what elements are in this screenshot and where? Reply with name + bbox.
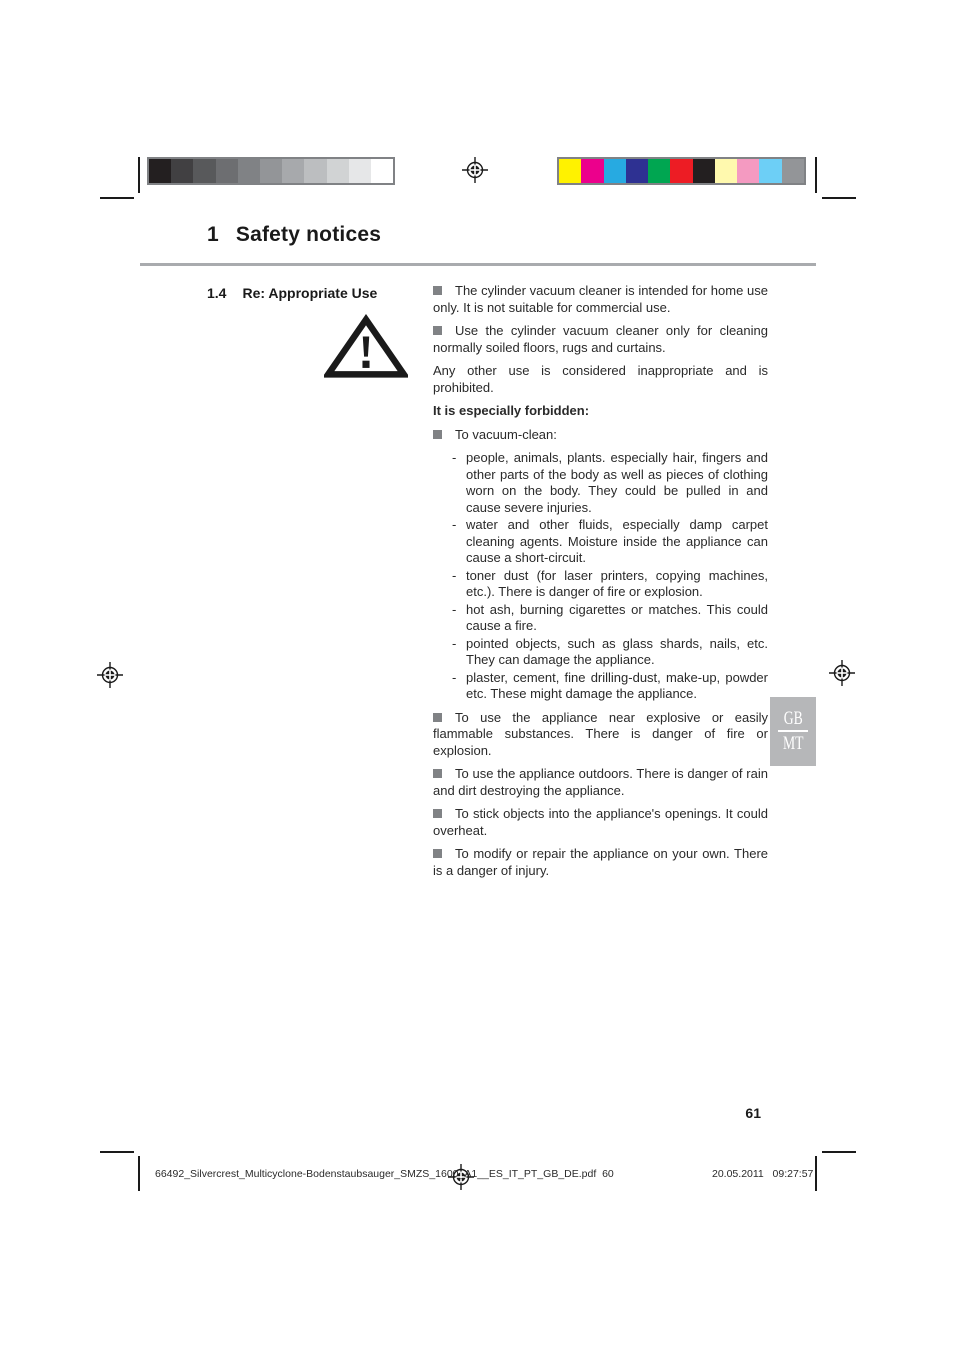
chapter-number: 1 bbox=[207, 223, 219, 246]
bullet-paragraph bbox=[433, 710, 768, 760]
section-heading bbox=[207, 285, 377, 301]
registration-mark-icon bbox=[97, 662, 123, 688]
grayscale-swatch bbox=[216, 159, 238, 183]
dash-marker: - bbox=[452, 567, 457, 583]
crop-mark-top-right-vertical bbox=[815, 157, 817, 193]
grayscale-swatch bbox=[238, 159, 260, 183]
language-tab-top-label: GB bbox=[783, 708, 803, 729]
dash-marker: - bbox=[452, 450, 457, 465]
list-item bbox=[433, 517, 768, 567]
crop-mark-top-left-vertical bbox=[138, 157, 140, 193]
bullet-paragraph bbox=[433, 323, 768, 356]
list-item-text: pointed objects, such as glass shards, nails, etc. They can damage the appliance. bbox=[466, 635, 768, 667]
language-tab-divider bbox=[778, 730, 808, 732]
language-tab-bottom-label: MT bbox=[782, 733, 804, 754]
bullet-paragraph bbox=[433, 427, 768, 444]
dash-marker: - bbox=[452, 669, 457, 685]
footer-timestamp: 20.05.2011 09:27:57 bbox=[712, 1168, 814, 1180]
color-swatch bbox=[782, 159, 804, 183]
chapter-title bbox=[207, 223, 381, 247]
list-item-text: plaster, cement, fine drilling-dust, make-up, powder etc. These might damage the appliance. bbox=[466, 669, 768, 701]
grayscale-swatch bbox=[371, 159, 393, 183]
title-rule bbox=[140, 263, 816, 266]
crop-mark-bottom-left-horizontal bbox=[100, 1151, 134, 1153]
grayscale-swatch bbox=[282, 159, 304, 183]
bullet-paragraph bbox=[433, 846, 768, 879]
paragraph-text: To use the appliance near explosive or easily flammable substances. There is danger of fire or explosion. bbox=[433, 709, 768, 758]
grayscale-swatch bbox=[149, 159, 171, 183]
list-item bbox=[433, 670, 768, 703]
bullet-square-icon bbox=[433, 769, 442, 778]
footer-filename: 66492_Silvercrest_Multicyclone-Bodenstaubsauger_SMZS_1600_A1__ES_IT_PT_GB_DE.pdf 60 bbox=[155, 1168, 614, 1180]
grayscale-swatch bbox=[193, 159, 215, 183]
bullet-square-icon bbox=[433, 326, 442, 335]
page-number: 61 bbox=[745, 1105, 761, 1121]
paragraph-text: The cylinder vacuum cleaner is intended for home use only. It is not suitable for commercial use. bbox=[433, 283, 768, 315]
list-item-text: water and other fluids, especially damp carpet cleaning agents. Moisture inside the appliance can cause a short-circuit. bbox=[466, 517, 768, 565]
paragraph-text: Use the cylinder vacuum cleaner only for cleaning normally soiled floors, rugs and curtains. bbox=[433, 323, 768, 355]
color-swatch bbox=[715, 159, 737, 183]
bullet-square-icon bbox=[433, 430, 442, 439]
body-column bbox=[433, 283, 768, 886]
grayscale-calibration-bar bbox=[147, 157, 395, 185]
color-swatch bbox=[626, 159, 648, 183]
color-swatch bbox=[693, 159, 715, 183]
list-item-text: toner dust (for laser printers, copying machines, etc.). There is danger of fire or explosion. bbox=[466, 567, 768, 599]
dash-marker: - bbox=[452, 601, 457, 617]
crop-mark-bottom-left-vertical bbox=[138, 1156, 140, 1191]
crop-mark-bottom-right-horizontal bbox=[822, 1151, 856, 1153]
bullet-square-icon bbox=[433, 713, 442, 722]
note-paragraph: Any other use is considered inappropriate and is prohibited. bbox=[433, 363, 768, 395]
list-item bbox=[433, 568, 768, 601]
color-swatch bbox=[559, 159, 581, 183]
paragraph-text: To modify or repair the appliance on your own. There is a danger of injury. bbox=[433, 846, 768, 878]
list-item-text: hot ash, burning cigarettes or matches. This could cause a fire. bbox=[466, 601, 768, 633]
bullet-paragraph bbox=[433, 283, 768, 316]
registration-mark-icon bbox=[462, 157, 488, 183]
vacuum-items-list bbox=[433, 450, 768, 703]
color-swatch bbox=[737, 159, 759, 183]
color-swatch bbox=[759, 159, 781, 183]
section-title-text: Re: Appropriate Use bbox=[242, 285, 378, 301]
crop-mark-top-right-horizontal bbox=[822, 197, 856, 199]
bullet-square-icon bbox=[433, 849, 442, 858]
color-swatch bbox=[604, 159, 626, 183]
grayscale-swatch bbox=[349, 159, 371, 183]
paragraph-text: To vacuum-clean: bbox=[455, 426, 557, 442]
forbidden-heading: It is especially forbidden: bbox=[433, 403, 590, 418]
list-item bbox=[433, 602, 768, 635]
bullet-square-icon bbox=[433, 809, 442, 818]
grayscale-swatch bbox=[260, 159, 282, 183]
bullet-square-icon bbox=[433, 286, 442, 295]
color-calibration-bar bbox=[557, 157, 806, 185]
dash-marker: - bbox=[452, 635, 457, 651]
color-swatch bbox=[670, 159, 692, 183]
bullet-paragraph bbox=[433, 766, 768, 799]
paragraph-text: To use the appliance outdoors. There is danger of rain and dirt destroying the appliance. bbox=[433, 766, 768, 798]
registration-mark-icon bbox=[829, 660, 855, 686]
color-swatch bbox=[648, 159, 670, 183]
chapter-title-text: Safety notices bbox=[235, 223, 382, 246]
grayscale-swatch bbox=[171, 159, 193, 183]
language-tab bbox=[770, 697, 816, 766]
bullet-paragraph bbox=[433, 806, 768, 839]
grayscale-swatch bbox=[304, 159, 326, 183]
dash-marker: - bbox=[452, 517, 457, 532]
crop-mark-top-left-horizontal bbox=[100, 197, 134, 199]
color-swatch bbox=[581, 159, 603, 183]
list-item bbox=[433, 450, 768, 516]
paragraph-text: To stick objects into the appliance's openings. It could overheat. bbox=[433, 806, 768, 838]
list-item-text: people, animals, plants. especially hair, fingers and other parts of the body as well as pieces of clothing worn on the body. They could be pulled in and cause severe injuries. bbox=[466, 450, 768, 515]
warning-triangle-icon bbox=[324, 314, 408, 380]
crop-mark-bottom-right-vertical bbox=[815, 1156, 817, 1191]
list-item bbox=[433, 636, 768, 669]
grayscale-swatch bbox=[327, 159, 349, 183]
section-number: 1.4 bbox=[207, 285, 227, 301]
